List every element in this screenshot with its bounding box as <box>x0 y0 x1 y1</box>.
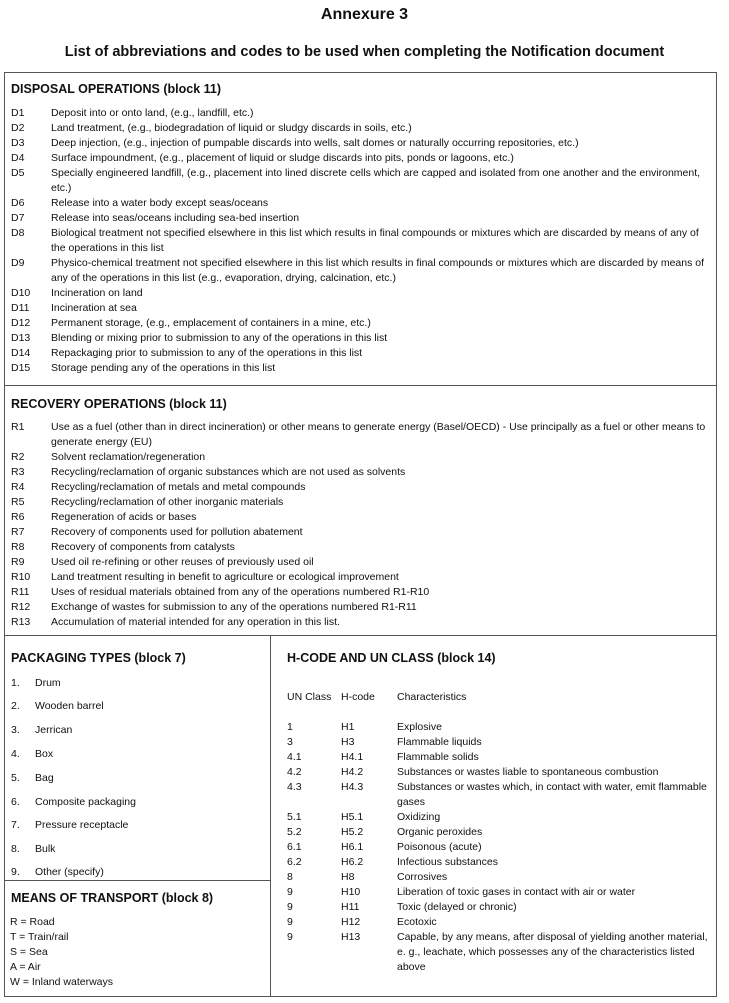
disposal-desc: Blending or mixing prior to submission to any of the operations in this list <box>51 332 388 344</box>
packaging-label: Jerrican <box>35 724 73 736</box>
recovery-desc: Regeneration of acids or bases <box>51 511 197 523</box>
disposal-desc: Deep injection, (e.g., injection of pumpable discards into wells, salt domes or naturally occurring repositories, etc.) <box>51 137 579 149</box>
divider-disposal-recovery <box>4 385 717 386</box>
recovery-desc: Solvent reclamation/regeneration <box>51 451 206 463</box>
recovery-desc: Exchange of wastes for submission to any of the operations numbered R1-R11 <box>51 601 417 613</box>
disposal-code: D12 <box>11 317 31 329</box>
characteristics-cell: Capable, by any means, after disposal of yielding another material, e. g., leachate, which possesses any of the characteristics listed above <box>397 931 708 973</box>
transport-item: R = Road <box>10 916 55 928</box>
h-code-cell: H10 <box>341 886 361 898</box>
disposal-code: D11 <box>11 302 30 314</box>
recovery-code: R5 <box>11 496 25 508</box>
disposal-code: D9 <box>11 257 25 269</box>
divider-lower-columns <box>270 635 271 997</box>
disposal-desc: Repackaging prior to submission to any of the operations in this list <box>51 347 363 359</box>
packaging-label: Other (specify) <box>35 866 104 878</box>
recovery-code: R12 <box>11 601 31 613</box>
un-class-cell: 3 <box>287 736 293 748</box>
recovery-code: R11 <box>11 586 30 598</box>
packaging-number: 4. <box>11 748 20 760</box>
column-header-h-code: H-code <box>341 691 375 703</box>
recovery-code: R9 <box>11 556 25 568</box>
transport-item: W = Inland waterways <box>10 976 114 988</box>
disposal-code: D8 <box>11 227 25 239</box>
packaging-number: 6. <box>11 796 20 808</box>
recovery-desc: Recovery of components used for pollution abatement <box>51 526 303 538</box>
packaging-number: 1. <box>11 677 20 689</box>
un-class-cell: 4.3 <box>287 781 302 793</box>
disposal-code: D5 <box>11 167 25 179</box>
packaging-number: 7. <box>11 819 20 831</box>
column-header-characteristics: Characteristics <box>397 691 467 703</box>
un-class-cell: 9 <box>287 886 293 898</box>
disposal-desc: Release into seas/oceans including sea-bed insertion <box>51 212 300 224</box>
h-code-cell: H8 <box>341 871 355 883</box>
recovery-desc: Used oil re-refining or other reuses of previously used oil <box>51 556 314 568</box>
disposal-desc: Biological treatment not specified elsewhere in this list which results in final compounds or mixtures which are discarded by means of any of the operations in this list <box>51 227 699 254</box>
h-code-cell: H5.2 <box>341 826 364 838</box>
h-code-cell: H11 <box>341 901 360 913</box>
transport-item: A = Air <box>10 961 41 973</box>
characteristics-cell: Flammable liquids <box>397 736 482 748</box>
packaging-label: Bulk <box>35 843 56 855</box>
un-class-cell: 6.1 <box>287 841 302 853</box>
characteristics-cell: Explosive <box>397 721 442 733</box>
characteristics-cell: Poisonous (acute) <box>397 841 482 853</box>
recovery-heading: RECOVERY OPERATIONS (block 11) <box>11 397 227 411</box>
transport-item: T = Train/rail <box>10 931 69 943</box>
transport-item: S = Sea <box>10 946 48 958</box>
h-code-cell: H6.1 <box>341 841 364 853</box>
recovery-code: R6 <box>11 511 25 523</box>
recovery-desc: Uses of residual materials obtained from any of the operations numbered R1-R10 <box>51 586 430 598</box>
transport-heading: MEANS OF TRANSPORT (block 8) <box>11 891 214 905</box>
un-class-cell: 8 <box>287 871 293 883</box>
characteristics-cell: Oxidizing <box>397 811 441 823</box>
divider-packaging-transport <box>4 880 270 881</box>
h-code-cell: H13 <box>341 931 361 943</box>
column-header-un-class: UN Class <box>287 691 332 703</box>
disposal-code: D2 <box>11 122 25 134</box>
recovery-code: R2 <box>11 451 25 463</box>
recovery-code: R4 <box>11 481 25 493</box>
characteristics-cell: Toxic (delayed or chronic) <box>397 901 517 913</box>
recovery-desc: Accumulation of material intended for any operation in this list. <box>51 616 340 628</box>
h-code-cell: H6.2 <box>341 856 364 868</box>
disposal-code: D10 <box>11 287 31 299</box>
recovery-desc: Use as a fuel (other than in direct incineration) or other means to generate energy (Basel/OECD) - Use principally as a fuel or other means to generate energy (EU) <box>51 421 706 448</box>
un-class-cell: 1 <box>287 721 293 733</box>
packaging-label: Box <box>35 748 54 760</box>
characteristics-cell: Liberation of toxic gases in contact with air or water <box>397 886 636 898</box>
packaging-number: 9. <box>11 866 20 878</box>
packaging-number: 2. <box>11 700 20 712</box>
un-class-cell: 5.1 <box>287 811 302 823</box>
packaging-label: Composite packaging <box>35 796 136 808</box>
packaging-label: Pressure receptacle <box>35 819 129 831</box>
h-code-cell: H3 <box>341 736 355 748</box>
hcode-heading: H-CODE AND UN CLASS (block 14) <box>287 651 496 665</box>
un-class-cell: 9 <box>287 931 293 943</box>
recovery-code: R3 <box>11 466 25 478</box>
document-subtitle: List of abbreviations and codes to be used when completing the Notification document <box>64 44 665 60</box>
packaging-number: 5. <box>11 772 20 784</box>
un-class-cell: 4.2 <box>287 766 302 778</box>
recovery-code: R7 <box>11 526 25 538</box>
disposal-code: D6 <box>11 197 25 209</box>
h-code-cell: H5.1 <box>341 811 364 823</box>
recovery-desc: Recycling/reclamation of metals and metal compounds <box>51 481 306 493</box>
disposal-code: D13 <box>11 332 31 344</box>
un-class-cell: 5.2 <box>287 826 302 838</box>
packaging-label: Drum <box>35 677 61 689</box>
disposal-desc: Specially engineered landfill, (e.g., placement into lined discrete cells which are capped and isolated from one another and the environment, etc.) <box>51 167 701 194</box>
characteristics-cell: Infectious substances <box>397 856 498 868</box>
un-class-cell: 6.2 <box>287 856 302 868</box>
characteristics-cell: Substances or wastes liable to spontaneous combustion <box>397 766 659 778</box>
disposal-desc: Surface impoundment, (e.g., placement of liquid or sludge discards into pits, ponds or lagoons, etc.) <box>51 152 514 164</box>
disposal-desc: Incineration at sea <box>51 302 137 314</box>
un-class-cell: 9 <box>287 901 293 913</box>
packaging-label: Wooden barrel <box>35 700 104 712</box>
characteristics-cell: Flammable solids <box>397 751 479 763</box>
disposal-code: D7 <box>11 212 25 224</box>
un-class-cell: 9 <box>287 916 293 928</box>
characteristics-cell: Organic peroxides <box>397 826 483 838</box>
disposal-desc: Storage pending any of the operations in this list <box>51 362 276 374</box>
recovery-code: R8 <box>11 541 25 553</box>
disposal-desc: Release into a water body except seas/oceans <box>51 197 269 209</box>
recovery-code: R1 <box>11 421 25 433</box>
h-code-cell: H4.3 <box>341 781 364 793</box>
disposal-desc: Incineration on land <box>51 287 143 299</box>
disposal-desc: Permanent storage, (e.g., emplacement of containers in a mine, etc.) <box>51 317 371 329</box>
characteristics-cell: Substances or wastes which, in contact with water, emit flammable gases <box>397 781 707 808</box>
characteristics-cell: Ecotoxic <box>397 916 437 928</box>
recovery-code: R10 <box>11 571 31 583</box>
disposal-code: D15 <box>11 362 31 374</box>
disposal-code: D4 <box>11 152 25 164</box>
recovery-code: R13 <box>11 616 31 628</box>
h-code-cell: H4.2 <box>341 766 364 778</box>
characteristics-cell: Corrosives <box>397 871 448 883</box>
annexure-title: Annexure 3 <box>320 6 409 23</box>
recovery-desc: Recovery of components from catalysts <box>51 541 235 553</box>
h-code-cell: H1 <box>341 721 355 733</box>
divider-recovery-lower <box>4 635 717 636</box>
disposal-desc: Land treatment, (e.g., biodegradation of liquid or sludgy discards in soils, etc.) <box>51 122 412 134</box>
recovery-desc: Recycling/reclamation of organic substances which are not used as solvents <box>51 466 406 478</box>
packaging-heading: PACKAGING TYPES (block 7) <box>11 651 186 665</box>
packaging-number: 8. <box>11 843 20 855</box>
disposal-code: D1 <box>11 107 25 119</box>
disposal-heading: DISPOSAL OPERATIONS (block 11) <box>11 82 221 96</box>
disposal-desc: Deposit into or onto land, (e.g., landfill, etc.) <box>51 107 254 119</box>
disposal-code: D3 <box>11 137 25 149</box>
recovery-desc: Land treatment resulting in benefit to agriculture or ecological improvement <box>51 571 399 583</box>
h-code-cell: H12 <box>341 916 361 928</box>
packaging-number: 3. <box>11 724 20 736</box>
recovery-desc: Recycling/reclamation of other inorganic materials <box>51 496 284 508</box>
disposal-code: D14 <box>11 347 31 359</box>
h-code-cell: H4.1 <box>341 751 364 763</box>
packaging-label: Bag <box>35 772 54 784</box>
un-class-cell: 4.1 <box>287 751 302 763</box>
disposal-desc: Physico-chemical treatment not specified elsewhere in this list which results in final compounds or mixtures which are discarded by means of any of the operations in this list (e.g., evaporation, drying, calcination, etc.) <box>51 257 705 284</box>
